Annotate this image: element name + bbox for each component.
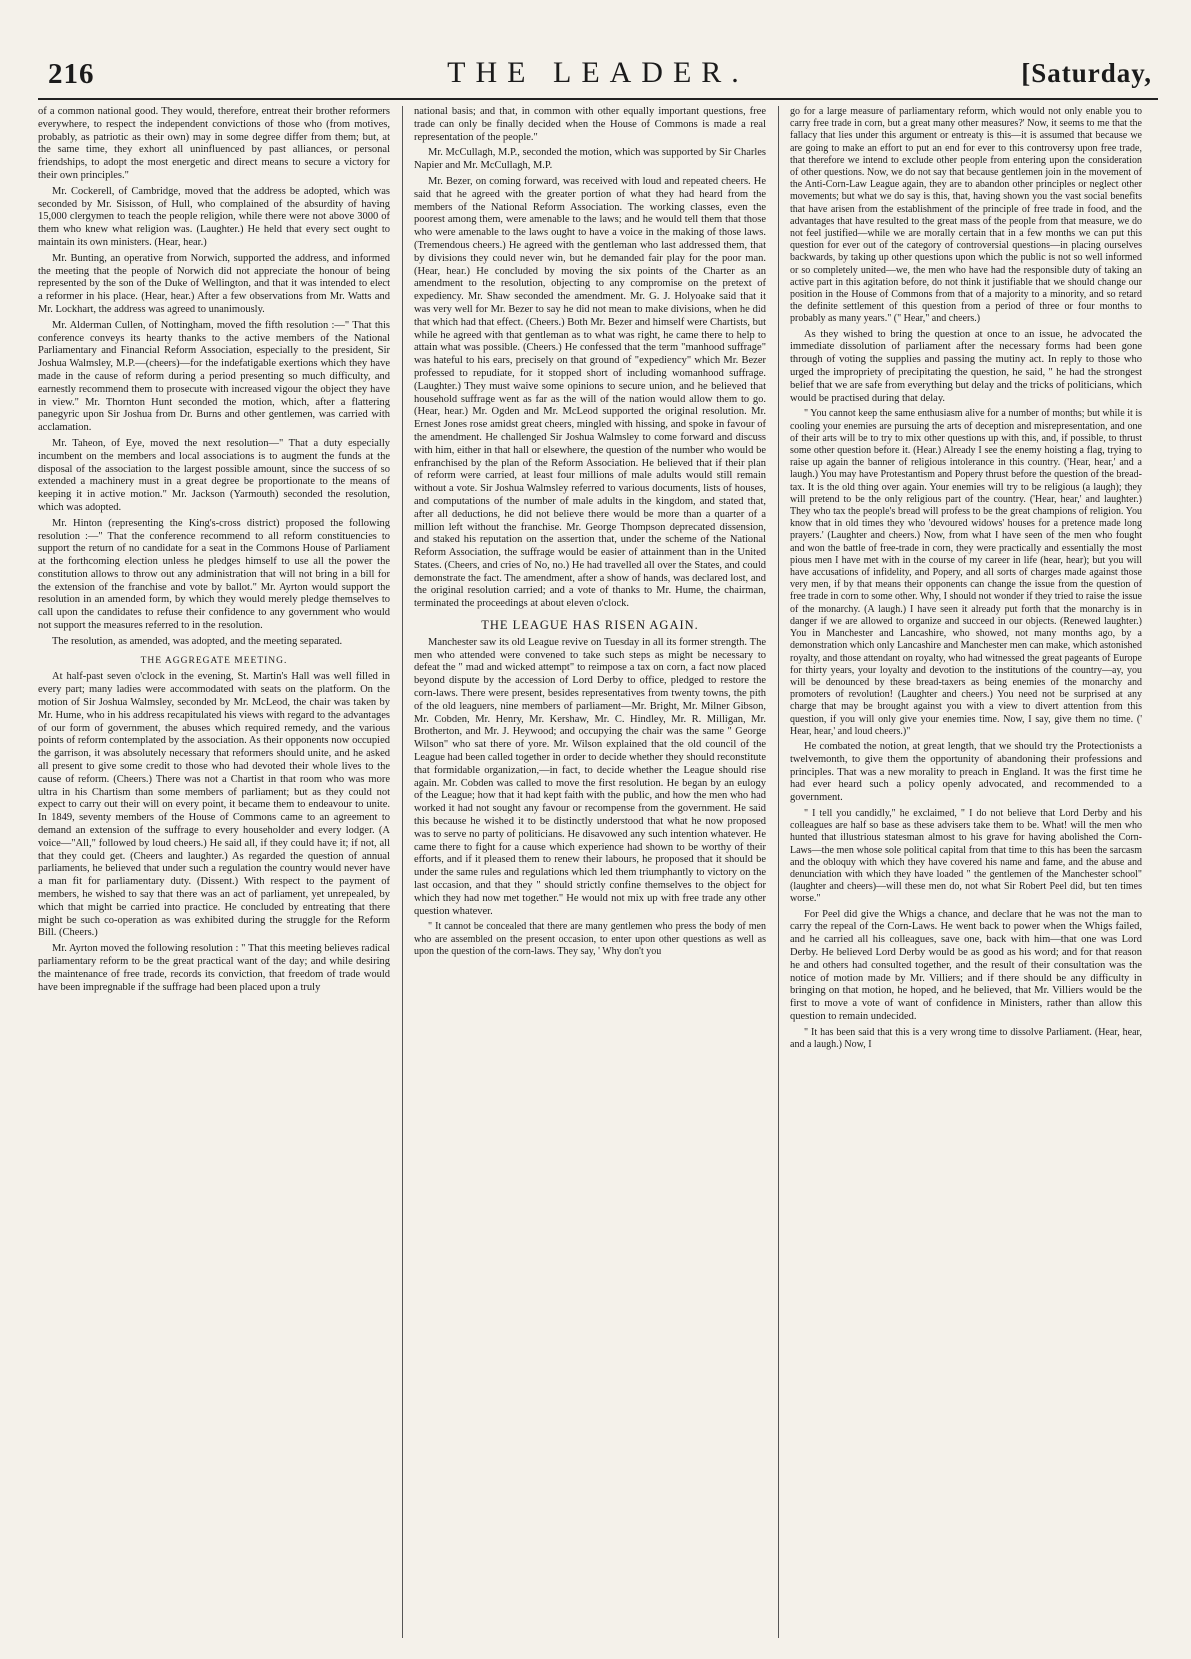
paragraph: Mr. Taheon, of Eye, moved the next resolution—" That a duty especially incumbent on the members and local associations is to augment the funds at the disposal of the association to the largest possible amount, since the success of so extended a machinery must in a great degree be proportionate to the means of keeping it in active motion." Mr. Jackson (Yarmouth) seconded the resolution, which was adopted. [38, 437, 390, 513]
paragraph: He combated the notion, at great length, that we should try the Protectionists a twelvemonth, to give them the opportunity of abandoning their professions and principles. That was a new morality to preach in England. It was the first time he had ever heard such a policy openly advocated, and recommended to a government. [790, 740, 1142, 804]
paragraph: The resolution, as amended, was adopted, and the meeting separated. [52, 635, 343, 647]
paragraph: Mr. Ayrton moved the following resolution : " That this meeting believes radical parliamentary reform to be the great practical want of the day; and while desiring the maintenance of free trade, records its conviction, that freedom of trade would have been impregnable if the suffrage had been placed upon a truly [38, 943, 390, 993]
quoted-paragraph: " It cannot be concealed that there are many gentlemen who press the body of men who are assembled on the present occasion, to enter upon other questions as well as upon the question of the corn-laws. They say, ' Why don't you [414, 921, 766, 957]
column-3 [790, 106, 1142, 1638]
paragraph: Mr. Bezer, on coming forward, was received with loud and repeated cheers. He said that he agreed with the greater portion of what they had heard from the members of the National Reform Association. The working classes, even the poorest among them, were amenable to the laws; and he would tell them that those who were amenable to the laws ought to have a voice in the making of those laws. (Tremendous cheers.) He agreed with the gentleman who last addressed them, that by divisions they could never win, but he demanded fair play for the poor man. (Hear, hear.) He concluded by moving the six points of the Charter as an amendment to the resolution, objecting to any compromise on the pretext of expediency. Mr. Shaw seconded the amendment. Mr. G. J. Holyoake said that it was very well for Mr. Bezer to say he did not mean to make divisions, when he did that which had that effect. (Cheers.) Both Mr. Bezer and himself were Chartists, but while he agreed with that gentleman as to what was right, he came there to help to attain what was possible. (Cheers.) He confessed that the term "manhood suffrage" was hateful to his ears, precisely on that ground of "expediency" which Mr. Bezer professed to repudiate, for it stopped short of including womanhood suffrage. (Laughter.) They must waive some opinions to secure union, and he believed that household suffrage went as far as the will of the nation would allow them to go. (Hear, hear.) Mr. Ogden and Mr. McLeod supported the original resolution. Mr. Ernest Jones rose amidst great cheers, mingled with hissing, and spoke in favour of the amendment. He challenged Sir Joshua Walmsley to come forward and discuss with him, either in that hall or elsewhere, the question of the number who would be enfranchised by the plan of the Reform Association. He believed that if their plan of reform were carried, at least four millions of male adults would still remain without a vote. Sir Joshua Walmsley referred to various documents, lists of houses, and computations of the number of male adults in the kingdom, and stated that, after all deductions, he did not believe there would be more than a quarter of a million left without the franchise. Mr. George Thompson deprecated dissension, and staked his reputation on the assertion that, under the scheme of the National Reform Association, the suffrage would be easier of attainment than in the United States. (Cheers, and cries of No, no.) He had travelled all over the States, and could demonstrate the fact. The amendment, after a show of hands, was declared lost, and the original resolution carried; and a vote of thanks to Mr. Hume, the chairman, terminated the proceedings at about eleven o'clock. [414, 175, 766, 610]
column-1 [38, 106, 390, 1638]
paragraph: of a common national good. They would, therefore, entreat their brother reformers everywhere, to respect the independent convictions of those who (from motives, probably, as patriotic as their own) may in some degree differ from them; but, at the same time, they exhort all uninfluenced by past alliances, or personal friendships, to adopt the most energetic and direct means to secure a victory for their own principles." [38, 106, 390, 181]
page-number: 216 [48, 58, 95, 90]
masthead [38, 52, 1158, 98]
paragraph: Mr. McCullagh, M.P., seconded the motion, which was supported by Sir Charles Napier and Mr. McCullagh, M.P. [414, 147, 766, 172]
paragraph: Manchester saw its old League revive on Tuesday in all its former strength. The men who attended were convened to take such steps as might be necessary to defeat the " mad and wicked attempt" to reimpose a tax on corn, a fact now placed beyond dispute by the accession of Lord Derby to office, pledged to restore the corn-laws. There were present, besides representatives from twenty towns, the pith of the old leaguers, nine members of parliament—Mr. Bright, Mr. Milner Gibson, Mr. Cobden, Mr. Henry, Mr. Kershaw, Mr. C. Hindley, Mr. R. Milligan, Mr. Brotherton, and Mr. J. Heywood; and occupying the chair was the same " George Wilson" who sat there of yore. Mr. Wilson explained that the old council of the League had been called together in order to decide whether they should reconstitute that formidable organization,—in fact, to decide whether the League should rise again. Mr. Cobden was called to move the first resolution. He began by an eulogy of the League; how that it had kept faith with the public, and how the men who had worked it had not sought any favour or recompense from the government. He said this because he wished it to be distinctly understood that what he now proposed was to serve no party of politicians. He disavowed any such intention whatever. He came there to fight for a cause which experience had shown to be worthy of their efforts, and if it pleased them to renew their labours, he proposed that it should be under the same rules and regulations which led them triumphantly to victory on the last occasion, and that they " should strictly confine themselves to the object for which they had now met together." He would not mix up with free trade any other question whatever. [414, 636, 766, 917]
section-heading: THE AGGREGATE MEETING. [140, 655, 288, 666]
paragraph: Mr. Hinton (representing the King's-cross district) proposed the following resolution :—" That the conference recommend to all reform constituencies to support the return of no candidate for a seat in the Commons House of Parliament at the forthcoming election unless he pledges himself to use all the power the constitution allows to throw out any administration that will not bring in a bill for the extension of the franchise and vote by ballot." Mr. Ayrton would support the resolution in an amended form, by which they would merely pledge themselves to call upon the candidates to refuse their confidence to any government who would not support the measures referred to in the resolution. [38, 517, 390, 632]
quoted-paragraph: " You cannot keep the same enthusiasm alive for a number of months; but while it is cooling your enemies are pursuing the arts of deception and misrepresentation, and one of their arts will be to try to mix other questions up with this, and, if possible, to thrust some other question before it. (Hear.) Already I see the enemy hoisting a flag, trying to raise up again the banner of religious intolerance in this country. ('Hear, hear,' and a laugh.) You may have Protestantism and Popery thrust before the question of the bread-tax. It is the old thing over again. Your enemies will try to be religious (a laugh); they will pretend to be the only religious part of the country. ('Hear, hear,' and laughter.) They who tax the people's bread will profess to be the great champions of religion. You know that in old times they who 'devoured widows' houses for a pretence made long prayers.' (Laughter and cheers.) Now, from what I have seen of the men who fought and won the battle of free-trade in corn, they were practically and essentially the most pious men I have met with in the course of my career in life (hear, hear); but you will have accusations of infidelity, and Popery, and all sorts of charges made against those very men, if by that means their opponents can change the issue from the question of free trade in corn to some other. Why, I should not wonder if they tried to raise the issue of the monarchy. (A laugh.) I have seen it already put forth that the monarchy is in danger if we are allowed to organize and succeed in our objects. (Renewed laughter.) You in Manchester and Lancashire, who showed, not many months ago, by a demonstration which only Lancashire and Manchester men can make, which astonished royalty, and those attendant on royalty, who had witnessed the great pageants of Europe for thirty years, your loyalty and devotion to the institutions of the country—ay, you will be denounced by these bread-taxers as being enemies of the monarchy and promoters of revolution! (Laughter and cheers.) You need not be surprised at any charge that may be brought against you with a view to divert attention from this question, if you will only give your enemies time. Now, I say, give them no time. (' Hear, hear,' and loud cheers.)" [790, 408, 1142, 737]
paragraph: Mr. Alderman Cullen, of Nottingham, moved the fifth resolution :—" That this conference conveys its hearty thanks to the active members of the National Parliamentary and Financial Reform Association, especially to the president, Sir Joshua Walmsley, M.P.—(cheers)—for the indefatigable exertions which they have made in the cause of reform during a period presenting so much difficulty, and earnestly recommend them to prosecute with increased vigour the object they have in view." Mr. Thornton Hunt seconded the motion, which, after a flattering panegyric upon Sir Joshua from Dr. Burns and other gentlemen, was carried with acclamation. [38, 319, 390, 434]
newspaper-title: THE LEADER. [447, 56, 749, 89]
paragraph: Mr. Bunting, an operative from Norwich, supported the address, and informed the meeting that the people of Norwich did not appreciate the honour of being represented by the son of the Duke of Wellington, and that it was intended to elect a reformer in his place. (Hear, hear.) After a few observations from Mr. Watts and Mr. Lockhart, the address was agreed to unanimously. [38, 252, 390, 315]
issue-day: [Saturday, [1021, 58, 1152, 88]
paragraph: Mr. Cockerell, of Cambridge, moved that the address be adopted, which was seconded by Mr. Sisisson, of Hull, who complained of the absurdity of having 15,000 clergymen to teach the people religion, while there were not above 3000 of them who knew what religion was. (Laughter.) He held that every sect ought to maintain its own ministers. (Hear, hear.) [38, 185, 390, 248]
column-2 [414, 106, 766, 1638]
quoted-paragraph: go for a large measure of parliamentary reform, which would not only enable you to carry free trade in corn, but a great many other measures?' Now, it seems to me that the fallacy that lies under this argument or entreaty is this—it is assumed that because we are going to make an effort to put an end for ever to this controversy upon free trade, that therefore we intend to exclude other people from entering upon the consideration of other questions. Now, we do not say that because gentlemen join in the movement of the Anti-Corn-Law League again, they are to abandon other principles or neglect other movements; but what we do say is this, that, having shown you the vast social benefits that have arisen from the establishment of the principle of free trade in food, and the advantages that have resulted to the great mass of the people from that measure, we do not feel justified—while we are morally certain that in a few months we can put this question for ever out of the category of controversial questions—in placing ourselves backwards, by taking up other questions upon which the public is not so well informed or so completely united—we, the men who have had the responsible duty of taking an active part in this agitation before, do not think it justifiable that we should change our position in the House of Commons from that of a majority to a minority, and so retard the definite settlement of this question from a period of three or four months to probably as many years." (" Hear," and cheers.) [790, 106, 1142, 325]
newspaper-page [38, 52, 1158, 1642]
paragraph: As they wished to bring the question at once to an issue, he advocated the immediate dissolution of parliament after the necessary forms had been gone through of voting the supplies and passing the mutiny act. In reply to those who urged the impropriety of precipitating the question, he said, " he had the strongest belief that we are safe from everything but delay and the tricks of politicians, which would be practised during that delay. [790, 328, 1142, 404]
column-divider [778, 106, 779, 1638]
quoted-paragraph: " It has been said that this is a very wrong time to dissolve Parliament. (Hear, hear, and a laugh.) Now, I [790, 1026, 1142, 1050]
header-rule [38, 98, 1158, 100]
paragraph: For Peel did give the Whigs a chance, and declare that he was not the man to carry the repeal of the Corn-Laws. He went back to power when the Whigs failed, and he carried all his colleagues, save one, back with him—that one was Lord Derby. He believed Lord Derby would be as good as his word; and for that reason he and others had consulted together, and the result of their consultation was the notice of motion made by Mr. Villiers; and if there should be any difficulty in bringing on that motion, he hoped, and he believed, that Mr. Villiers would be the first to move a vote of want of confidence in Ministers, rather than allow this question to remain undecided. [790, 908, 1142, 1022]
article-heading: THE LEAGUE HAS RISEN AGAIN. [481, 618, 699, 633]
column-divider [402, 106, 403, 1638]
paragraph: At half-past seven o'clock in the evening, St. Martin's Hall was well filled in every part; many ladies were accommodated with seats on the platform. On the motion of Sir Joshua Walmsley, seconded by Mr. McLeod, the chair was taken by Mr. Hume, who in his address recapitulated his views with regard to the advantages of our form of government, the abuses which required remedy, and the various points of reform contemplated by the association. As their opponents now occupied the garrison, it was absolutely necessary that reformers should unite, and he asked all present to give some credit to those who had devoted their whole lives to the cause of reform. (Cheers.) There was not a Chartist in that room who was more ultra in his Chartism than some members of parliament; but as they could not expect to carry out their will on every point, it became them to endeavour to unite. In 1849, seventy members of the House of Commons came to an agreement to demand an extension of the suffrage to every householder and every lodger. (A voice—"All," followed by loud cheers.) He said all, if they could have it; if not, all that they could get. (Cheers and laughter.) As regarded the question of annual parliaments, he believed that under such a regulation the country would never have a man fit for parliamentary duty. (Dissent.) With respect to the payment of members, he wished to say that there was an act of parliament, yet unrepealed, by which that might be carried into practice. He concluded by entreating that there might be such co-operation as was exhibited during the struggle for the Reform Bill. (Cheers.) [38, 671, 390, 939]
quoted-paragraph: " I tell you candidly," he exclaimed, " I do not believe that Lord Derby and his colleagues are half so base as these advisers take them to be. What! will the men who hunted that illustrious statesman almost to his grave for having abolished the Corn-Laws—the men whose sole political capital from that time to this has been the sarcasm and the obloquy with which they have covered his name and fame, and the abuse and denunciation with which they have loaded " the gentlemen of the Manchester school" (laughter and cheers)—will these men do, not what Sir Robert Peel did, but ten times worse." [790, 807, 1142, 905]
paragraph: national basis; and that, in common with other equally important questions, free trade can only be finally decided when the House of Commons is made a real representation of the people." [414, 106, 766, 143]
